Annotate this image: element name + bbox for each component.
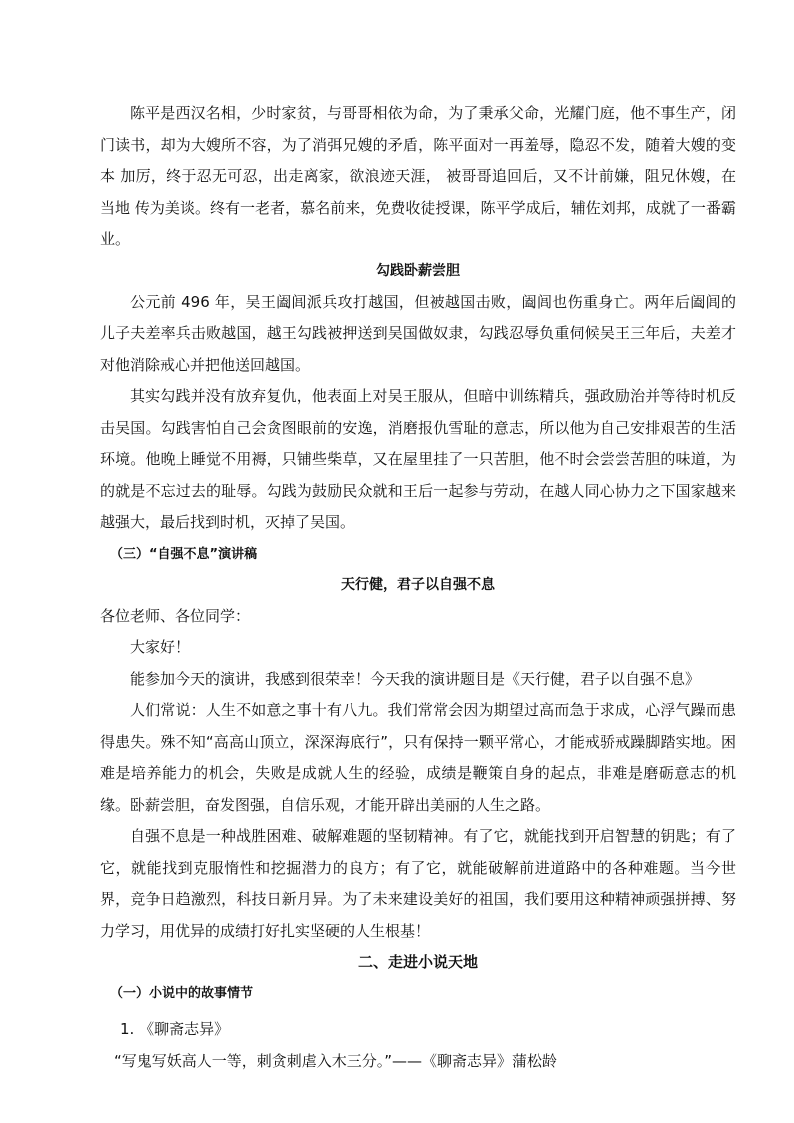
item-1-title: 1. 《聊斋志异》	[120, 1020, 230, 1038]
hello: 大家好！	[130, 638, 191, 656]
speech-body-2: 自强不息是一种战胜困难、破解难题的坚韧精神。有了它，就能找到开启智慧的钥匙；有了它，就能找到克服惰性和挖掘潜力的良方；有了它，就能破解前进道路中的各种难题。当今世界，竞争日趋激烈，科技日新月异。为了未来建设美好的祖国，我们要用这种精神顽强拼搏、努力学习，用优异的成绩打好扎实坚硬的人生根基！	[100, 827, 736, 940]
subsection-1-title: （一）小说中的故事情节	[110, 986, 254, 1001]
goujian-title: 勾践卧薪尝胆	[376, 262, 460, 279]
speech-body-1: 人们常说：人生不如意之事十有八九。我们常常会因为期望过高而急于求成，心浮气躁而患得患失。殊不知“高高山顶立，深深海底行”，只有保持一颗平常心，才能戒骄戒躁脚踏实地。困难是培养能力的机会，失败是成就人生的经验，成绩是鞭策自身的起点，非难是磨砺意志的机缘。卧薪尝胆，奋发图强，自信乐观，才能开辟出美丽的人生之路。	[100, 701, 736, 814]
speech-heading: （三）“自强不息”演讲稿	[110, 546, 258, 562]
paragraph-chen-ping: 陈平是西汉名相，少时家贫，与哥哥相依为命，为了秉承父命，光耀门庭，他不事生产，闭门读书，却为大嫂所不容，为了消弭兄嫂的矛盾，陈平面对一再羞辱，隐忍不发，随着大嫂的变本 加厉，终于忍无可忍，出走离家，欲浪迹天涯， 被哥哥追回后，又不计前嫌，阻兄休嫂，在当地 传为美谈。终有一老者，慕名前来，免费收徒授课，陈平学成后，辅佐刘邦，成就了一番霸业。	[100, 104, 736, 248]
section-2-title: 二、走进小说天地	[357, 953, 478, 971]
greeting: 各位老师、各位同学：	[100, 606, 251, 625]
paragraph-goujian-1: 公元前 496 年，吴王阖闾派兵攻打越国，但被越国击败，阖闾也伤重身亡。两年后阖闾的儿子夫差率兵击败越国，越王勾践被押送到吴国做奴隶，勾践忍辱负重伺候吴王三年后，夫差才对他消除戒心并把他送回越国。	[100, 292, 736, 374]
document-page	[100, 98, 736, 1077]
speech-title: 天行健，君子以自强不息	[341, 576, 495, 593]
speech-intro: 能参加今天的演讲，我感到很荣幸！今天我的演讲题目是《天行健，君子以自强不息》	[130, 669, 701, 688]
paragraph-goujian-2: 其实勾践并没有放弃复仇，他表面上对吴王服从，但暗中训练精兵，强政励治并等待时机反击吴国。勾践害怕自己会贪图眼前的安逸，消磨报仇雪耻的意志，所以他为自己安排艰苦的生活环境。他晚上睡觉不用褥，只铺些柴草，又在屋里挂了一只苦胆，他不时会尝尝苦胆的味道，为的就是不忘过去的耻辱。勾践为鼓励民众就和王后一起参与劳动，在越人同心协力之下国家越来越强大，最后找到时机，灭掉了吴国。	[100, 387, 736, 531]
quote-1: “写鬼写妖高人一等，刺贪刺虐入木三分。”——《聊斋志异》蒲松龄	[114, 1052, 558, 1070]
